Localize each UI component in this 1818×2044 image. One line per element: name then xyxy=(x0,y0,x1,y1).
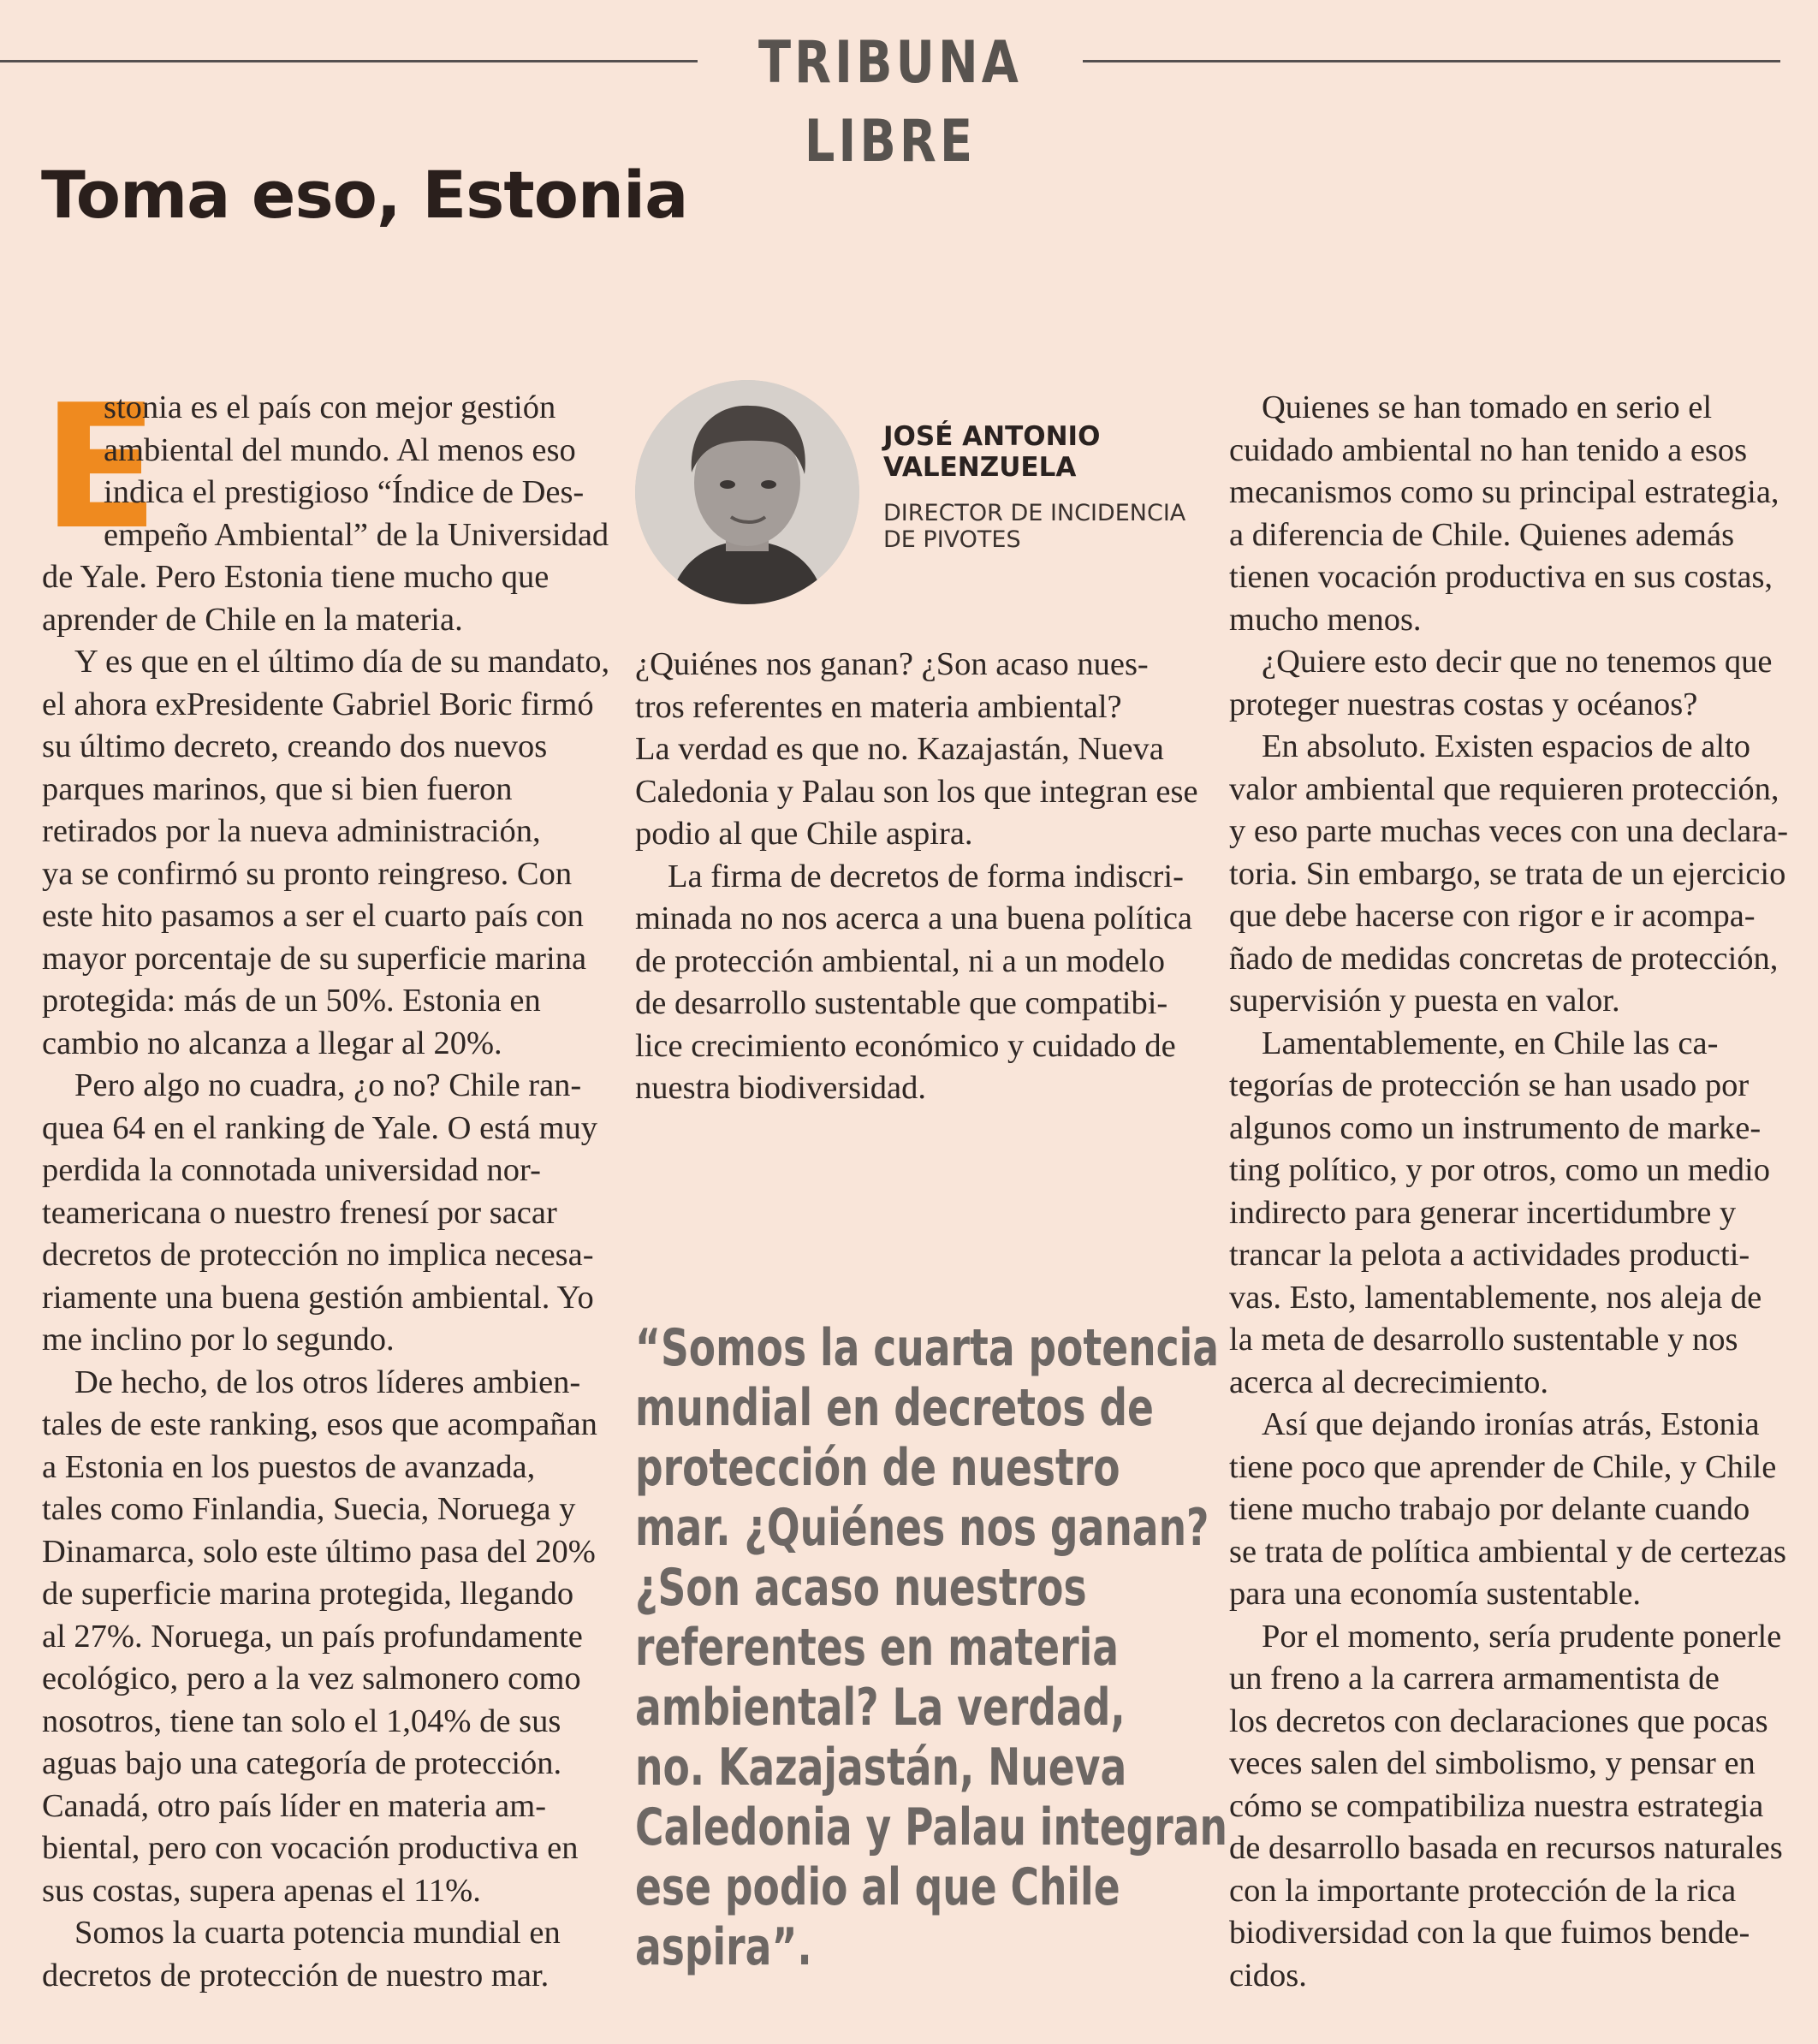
text-line: biodiversidad con la que fuimos bende- xyxy=(1229,1915,1750,1951)
text-line: La verdad es que no. Kazajastán, Nueva xyxy=(635,731,1164,767)
text-line: cambio no alcanza a llegar al 20%. xyxy=(42,1025,502,1061)
text-line: Y es que en el último día de su mandato, xyxy=(74,644,610,680)
text-line: acerca al decrecimiento. xyxy=(1229,1364,1548,1400)
paragraph xyxy=(1229,641,1785,726)
paragraph xyxy=(42,1065,598,1362)
text-line: Lamentablemente, en Chile las ca- xyxy=(1262,1025,1719,1061)
text-line: La firma de decretos de forma indiscri- xyxy=(668,858,1184,894)
text-line: vas. Esto, lamentablemente, nos aleja de xyxy=(1229,1279,1762,1316)
author-name-line: JOSÉ ANTONIO xyxy=(883,421,1101,452)
paragraph-lines xyxy=(42,368,609,641)
text-line: el ahora exPresidente Gabriel Boric firmó xyxy=(42,686,594,722)
text-line: ecológico, pero a la vez salmonero como xyxy=(42,1661,581,1696)
text-line: perdida la connotada universidad nor- xyxy=(42,1152,541,1188)
header-rule-right xyxy=(1083,60,1780,62)
text-line: decretos de protección no implica necesa- xyxy=(42,1237,594,1273)
text-line: la meta de desarrollo sustentable y nos xyxy=(1229,1322,1738,1358)
text-line: que debe hacerse con rigor e ir acompa- xyxy=(1229,898,1756,934)
text-line: ¿Quiénes nos ganan? ¿Son acaso nues- xyxy=(635,646,1149,682)
text-line: mar. ¿Quiénes nos ganan? xyxy=(635,1498,1209,1558)
text-line: Pero algo no cuadra, ¿o no? Chile ran- xyxy=(74,1067,582,1103)
text-line: de desarrollo basada en recursos naturales xyxy=(1229,1830,1783,1866)
text-line: a diferencia de Chile. Quienes además xyxy=(1229,516,1735,553)
text-line: trancar la pelota a actividades producti- xyxy=(1229,1237,1750,1273)
text-line: “Somos la cuarta potencia xyxy=(635,1318,1220,1378)
text-line: mundial en decretos de xyxy=(635,1378,1154,1438)
text-line: indirecto para generar incertidumbre y xyxy=(1229,1194,1737,1231)
text-line: Caledonia y Palau son los que integran ese xyxy=(635,773,1198,810)
paragraph xyxy=(42,641,610,1065)
column-1 xyxy=(42,368,610,1997)
text-line: ambiental? La verdad, xyxy=(635,1678,1126,1738)
header-rule-left xyxy=(0,60,698,62)
paragraph xyxy=(1229,1404,1785,1616)
text-line: ambiental del mundo. Al menos eso xyxy=(104,431,576,468)
text-line: ting político, y por otros, como un medio xyxy=(1229,1152,1770,1188)
text-line: mecanismos como su principal estrategia, xyxy=(1229,474,1779,510)
text-line: proteger nuestras costas y océanos? xyxy=(1229,686,1698,722)
text-line: Canadá, otro país líder en materia am- xyxy=(42,1787,547,1824)
text-line: a Estonia en los puestos de avanzada, xyxy=(42,1448,536,1485)
text-line: cómo se compatibiliza nuestra estrategia xyxy=(1229,1787,1764,1824)
text-line: tros referentes en materia ambiental? xyxy=(635,688,1122,725)
text-line: este hito pasamos a ser el cuarto país con xyxy=(42,898,584,934)
column-2 xyxy=(635,644,1198,1110)
text-line: De hecho, de los otros líderes ambien- xyxy=(74,1364,581,1400)
paragraph xyxy=(1229,1023,1785,1405)
text-line: aguas bajo una categoría de protección. xyxy=(42,1745,562,1781)
text-line: tegorías de protección se han usado por xyxy=(1229,1067,1750,1103)
text-line: un freno a la carrera armamentista de xyxy=(1229,1661,1720,1696)
paragraph xyxy=(1229,726,1789,1023)
text-line: al 27%. Noruega, un país profundamente xyxy=(42,1618,583,1655)
text-line: aprender de Chile en la materia. xyxy=(42,601,463,638)
author-name-line: VALENZUELA xyxy=(883,452,1077,483)
text-line: valor ambiental que requieren protección, xyxy=(1229,770,1779,807)
text-line: nosotros, tiene tan solo el 1,04% de sus xyxy=(42,1702,561,1739)
text-line: algunos como un instrumento de marke- xyxy=(1229,1109,1762,1146)
text-line: protegida: más de un 50%. Estonia en xyxy=(42,983,541,1019)
author-box xyxy=(635,380,1217,607)
text-line: de desarrollo sustentable que compatibi- xyxy=(635,985,1168,1021)
text-line: indica el prestigioso “Índice de Des- xyxy=(104,474,585,510)
text-line: Así que dejando ironías atrás, Estonia xyxy=(1262,1406,1760,1442)
section-header xyxy=(0,24,1780,175)
text-line: tienen vocación productiva en sus costas, xyxy=(1229,559,1773,595)
author-portrait-icon xyxy=(635,380,859,604)
text-line: y eso parte muchas veces con una declara- xyxy=(1229,813,1789,849)
text-line: riamente una buena gestión ambiental. Yo xyxy=(42,1279,594,1316)
paragraph xyxy=(1229,1616,1785,1998)
text-line: cuidado ambiental no han tenido a esos xyxy=(1229,431,1748,468)
author-role-line: DIRECTOR DE INCIDENCIA xyxy=(883,500,1186,526)
text-line: ya se confirmó su pronto reingreso. Con xyxy=(42,855,573,892)
article-headline: Toma eso, Estonia xyxy=(41,157,688,233)
text-line: Por el momento, sería prudente ponerle xyxy=(1262,1618,1782,1655)
text-line: protección de nuestro xyxy=(635,1438,1120,1498)
text-line: minada no nos acerca a una buena política xyxy=(635,900,1193,936)
paragraph xyxy=(42,1912,598,1997)
pull-quote xyxy=(635,1318,1228,1977)
text-line: empeño Ambiental” de la Universidad xyxy=(104,516,609,553)
text-line: los decretos con declaraciones que pocas xyxy=(1229,1702,1768,1739)
text-line: no. Kazajastán, Nueva xyxy=(635,1738,1127,1797)
text-line: stonia es el país con mejor gestión xyxy=(104,389,556,425)
text-line: quea 64 en el ranking de Yale. O está muy xyxy=(42,1109,597,1146)
text-line: Quienes se han tomado en serio el xyxy=(1262,389,1713,425)
drop-cap: E xyxy=(42,368,159,567)
text-line: veces salen del simbolismo, y pensar en xyxy=(1229,1745,1756,1781)
text-line: ese podio al que Chile xyxy=(635,1857,1120,1917)
paragraph xyxy=(42,1362,598,1913)
text-line: supervisión y puesta en valor. xyxy=(1229,983,1620,1019)
paragraph xyxy=(635,856,1191,1110)
text-line: tiene mucho trabajo por delante cuando xyxy=(1229,1491,1750,1527)
text-line: me inclino por lo segundo. xyxy=(42,1322,395,1358)
text-line: parques marinos, que si bien fueron xyxy=(42,770,513,807)
text-line: podio al que Chile aspira. xyxy=(635,816,973,852)
section-label: TRIBUNA LIBRE xyxy=(758,29,1023,175)
text-line: ¿Quiere esto decir que no tenemos que xyxy=(1262,644,1773,680)
author-name xyxy=(883,421,1217,483)
text-line: ñado de medidas concretas de protección, xyxy=(1229,940,1779,977)
text-line: cidos. xyxy=(1229,1957,1307,1993)
text-line: con la importante protección de la rica xyxy=(1229,1872,1737,1909)
text-line: tales como Finlandia, Suecia, Noruega y xyxy=(42,1491,576,1527)
text-line: ¿Son acaso nuestros xyxy=(635,1558,1087,1618)
text-line: Dinamarca, solo este último pasa del 20% xyxy=(42,1533,596,1570)
text-line: de superficie marina protegida, llegando xyxy=(42,1576,574,1612)
text-line: se trata de política ambiental y de certezas xyxy=(1229,1533,1786,1570)
text-line: nuestra biodiversidad. xyxy=(635,1070,926,1106)
text-line: biental, pero con vocación productiva en xyxy=(42,1830,579,1866)
paragraph xyxy=(635,644,1198,856)
author-photo xyxy=(635,380,859,604)
text-line: retirados por la nueva administración, xyxy=(42,813,541,849)
text-line: de Yale. Pero Estonia tiene mucho que xyxy=(42,559,550,595)
text-line: tales de este ranking, esos que acompañan xyxy=(42,1406,597,1442)
text-line: de protección ambiental, ni a un modelo xyxy=(635,942,1166,979)
text-line: En absoluto. Existen espacios de alto xyxy=(1262,728,1750,764)
text-line: para una economía sustentable. xyxy=(1229,1576,1642,1612)
column-3 xyxy=(1229,387,1789,1997)
text-line: Caledonia y Palau integran xyxy=(635,1797,1228,1857)
text-line: mucho menos. xyxy=(1229,601,1422,638)
text-line: lice crecimiento económico y cuidado de xyxy=(635,1027,1176,1064)
text-line: aspira”. xyxy=(635,1917,812,1977)
text-line: su último decreto, creando dos nuevos xyxy=(42,728,548,764)
text-line: teamericana o nuestro frenesí por sacar xyxy=(42,1194,557,1231)
paragraph xyxy=(42,368,609,641)
author-role-line: DE PIVOTES xyxy=(883,526,1021,553)
text-line: decretos de protección de nuestro mar. xyxy=(42,1957,550,1993)
author-role xyxy=(883,500,1217,553)
text-line: tiene poco que aprender de Chile, y Chile xyxy=(1229,1448,1777,1485)
text-line: toria. Sin embargo, se trata de un ejercicio xyxy=(1229,855,1786,892)
paragraph xyxy=(1229,387,1785,641)
text-line: mayor porcentaje de su superficie marina xyxy=(42,940,587,977)
text-line: Somos la cuarta potencia mundial en xyxy=(74,1915,561,1951)
text-line: referentes en materia xyxy=(635,1618,1119,1678)
text-line: sus costas, supera apenas el 11%. xyxy=(42,1872,481,1909)
